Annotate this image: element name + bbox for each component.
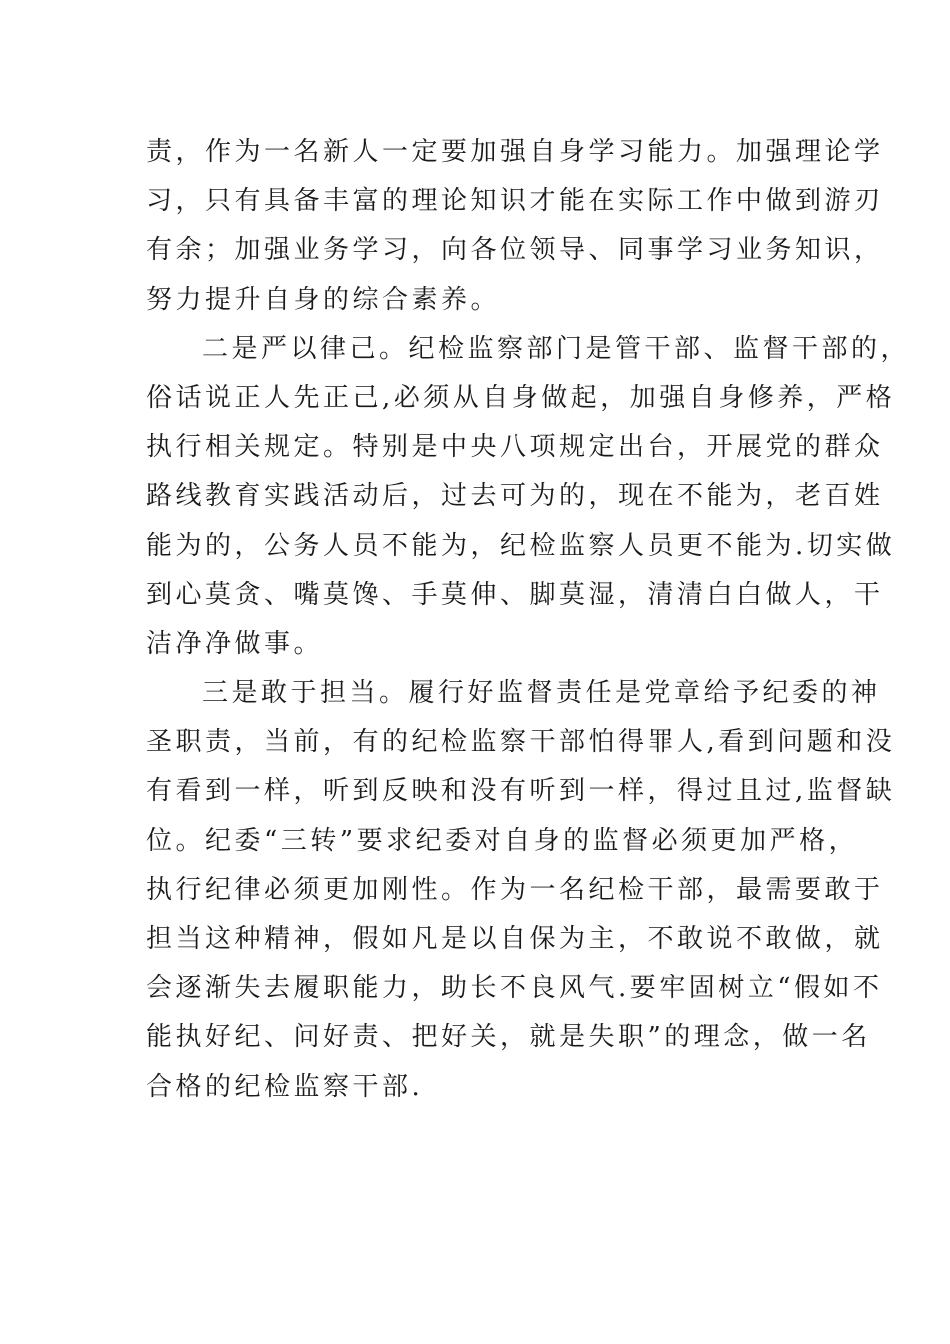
text-line: 洁净净做事。	[146, 628, 324, 659]
text-line: 位。纪委“三转”要求纪委对自身的监督必须更加严格，	[146, 825, 859, 856]
text-line: 能执好纪、问好责、把好关，就是失职”的理念，做一名	[146, 1022, 871, 1053]
text-line: 有看到一样，听到反映和没有听到一样，得过且过,监督缺	[146, 776, 896, 807]
text-line: 圣职责，当前，有的纪检监察干部怕得罪人,看到问题和没	[146, 727, 896, 758]
text-line: 合格的纪检监察干部.	[146, 1071, 424, 1102]
text-line: 到心莫贪、嘴莫馋、手莫伸、脚莫湿，清清白白做人，干	[146, 579, 884, 610]
text-line: 有余；加强业务学习，向各位领导、同事学习业务知识，	[146, 235, 884, 266]
text-line: 执行相关规定。特别是中央八项规定出台，开展党的群众	[146, 432, 884, 463]
text-line: 俗话说正人先正己,必须从自身做起，加强自身修养，严格	[146, 382, 896, 413]
paragraph-first-line: 三是敢于担当。履行好监督责任是党章给予纪委的神	[202, 678, 881, 709]
text-line: 会逐渐失去履职能力，助长不良风气.要牢固树立“假如不	[146, 973, 883, 1004]
text-line: 路线教育实践活动后，过去可为的，现在不能为，老百姓	[146, 481, 884, 512]
body-text	[146, 128, 911, 1112]
text-line: 责，作为一名新人一定要加强自身学习能力。加强理论学	[146, 137, 884, 167]
text-line: 执行纪律必须更加刚性。作为一名纪检干部，最需要敢于	[146, 874, 884, 905]
text-line: 习，只有具备丰富的理论知识才能在实际工作中做到游刃	[146, 186, 884, 217]
text-line: 能为的，公务人员不能为，纪检监察人员更不能为.切实做	[146, 530, 896, 561]
text-line: 努力提升自身的综合素养。	[146, 284, 501, 315]
paragraph-first-line: 二是严以律己。纪检监察部门是管干部、监督干部的，	[202, 333, 911, 364]
text-line: 担当这种精神，假如凡是以自保为主，不敢说不敢做，就	[146, 924, 884, 954]
